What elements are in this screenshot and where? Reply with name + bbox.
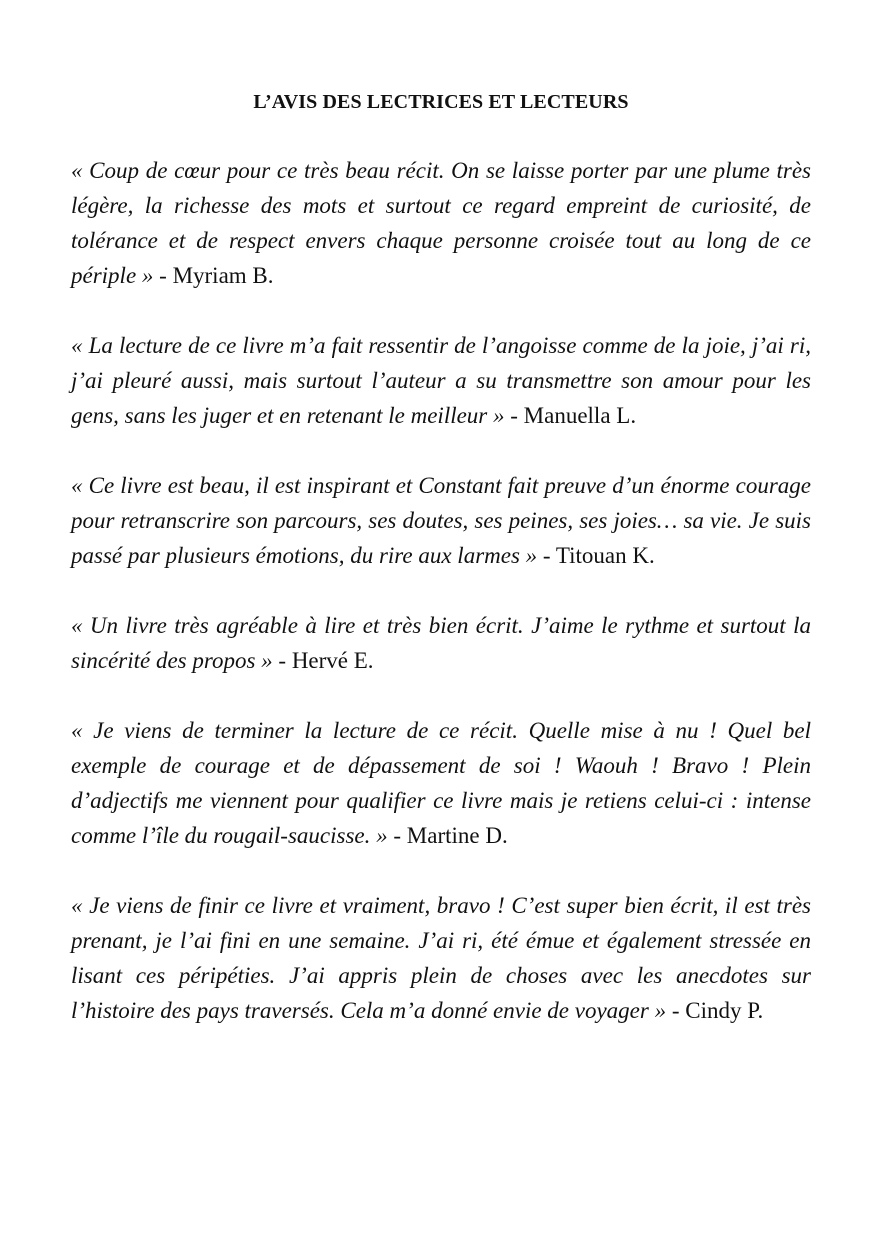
review-quote: « Un livre très agréable à lire et très bien écrit. J’aime le rythme et surtout la sincérité des propos » <box>71 613 811 673</box>
review-quote: « Je viens de finir ce livre et vraiment, bravo ! C’est super bien écrit, il est très prenant, je l’ai fini en une semaine. J’ai ri, été émue et également stressée en lisant ces péripéties. J’ai appris plein de choses avec les anecdotes sur l’histoire des pays traversés. Cela m’a donné envie de voyager » <box>71 893 811 1023</box>
review-quote: « Ce livre est beau, il est inspirant et Constant fait preuve d’un énorme courage pour retranscrire son parcours, ses doutes, ses peines, ses joies… sa vie. Je suis passé par plusieurs émotions, du rire aux larmes » <box>71 473 811 568</box>
review-quote: « La lecture de ce livre m’a fait ressentir de l’angoisse comme de la joie, j’ai ri, j’ai pleuré aussi, mais surtout l’auteur a su transmettre son amour pour les gens, sans les juger et en retenant le meilleur » <box>71 333 811 428</box>
review-paragraph <box>71 328 811 433</box>
review-author: - Cindy P. <box>666 998 764 1023</box>
review-quote: « Je viens de terminer la lecture de ce récit. Quelle mise à nu ! Quel bel exemple de courage et de dépassement de soi ! Waouh ! Bravo ! Plein d’adjectifs me viennent pour qualifier ce livre mais je retiens celui-ci : intense comme l’île du rougail-saucisse. » <box>71 718 811 848</box>
review-author: - Martine D. <box>387 823 508 848</box>
review-author: - Myriam B. <box>153 263 274 288</box>
review-author: - Titouan K. <box>537 543 655 568</box>
review-quote: « Coup de cœur pour ce très beau récit. On se laisse porter par une plume très légère, la richesse des mots et surtout ce regard empreint de curiosité, de tolérance et de respect envers chaque personne croisée tout au long de ce périple » <box>71 158 811 288</box>
review-author: - Hervé E. <box>272 648 374 673</box>
review-paragraph <box>71 713 811 853</box>
review-paragraph <box>71 468 811 573</box>
document-page <box>71 86 811 1063</box>
review-author: - Manuella L. <box>504 403 637 428</box>
page-title: L’AVIS DES LECTRICES ET LECTEURS <box>253 91 629 113</box>
review-paragraph <box>71 608 811 678</box>
review-paragraph <box>71 888 811 1028</box>
review-paragraph <box>71 153 811 293</box>
